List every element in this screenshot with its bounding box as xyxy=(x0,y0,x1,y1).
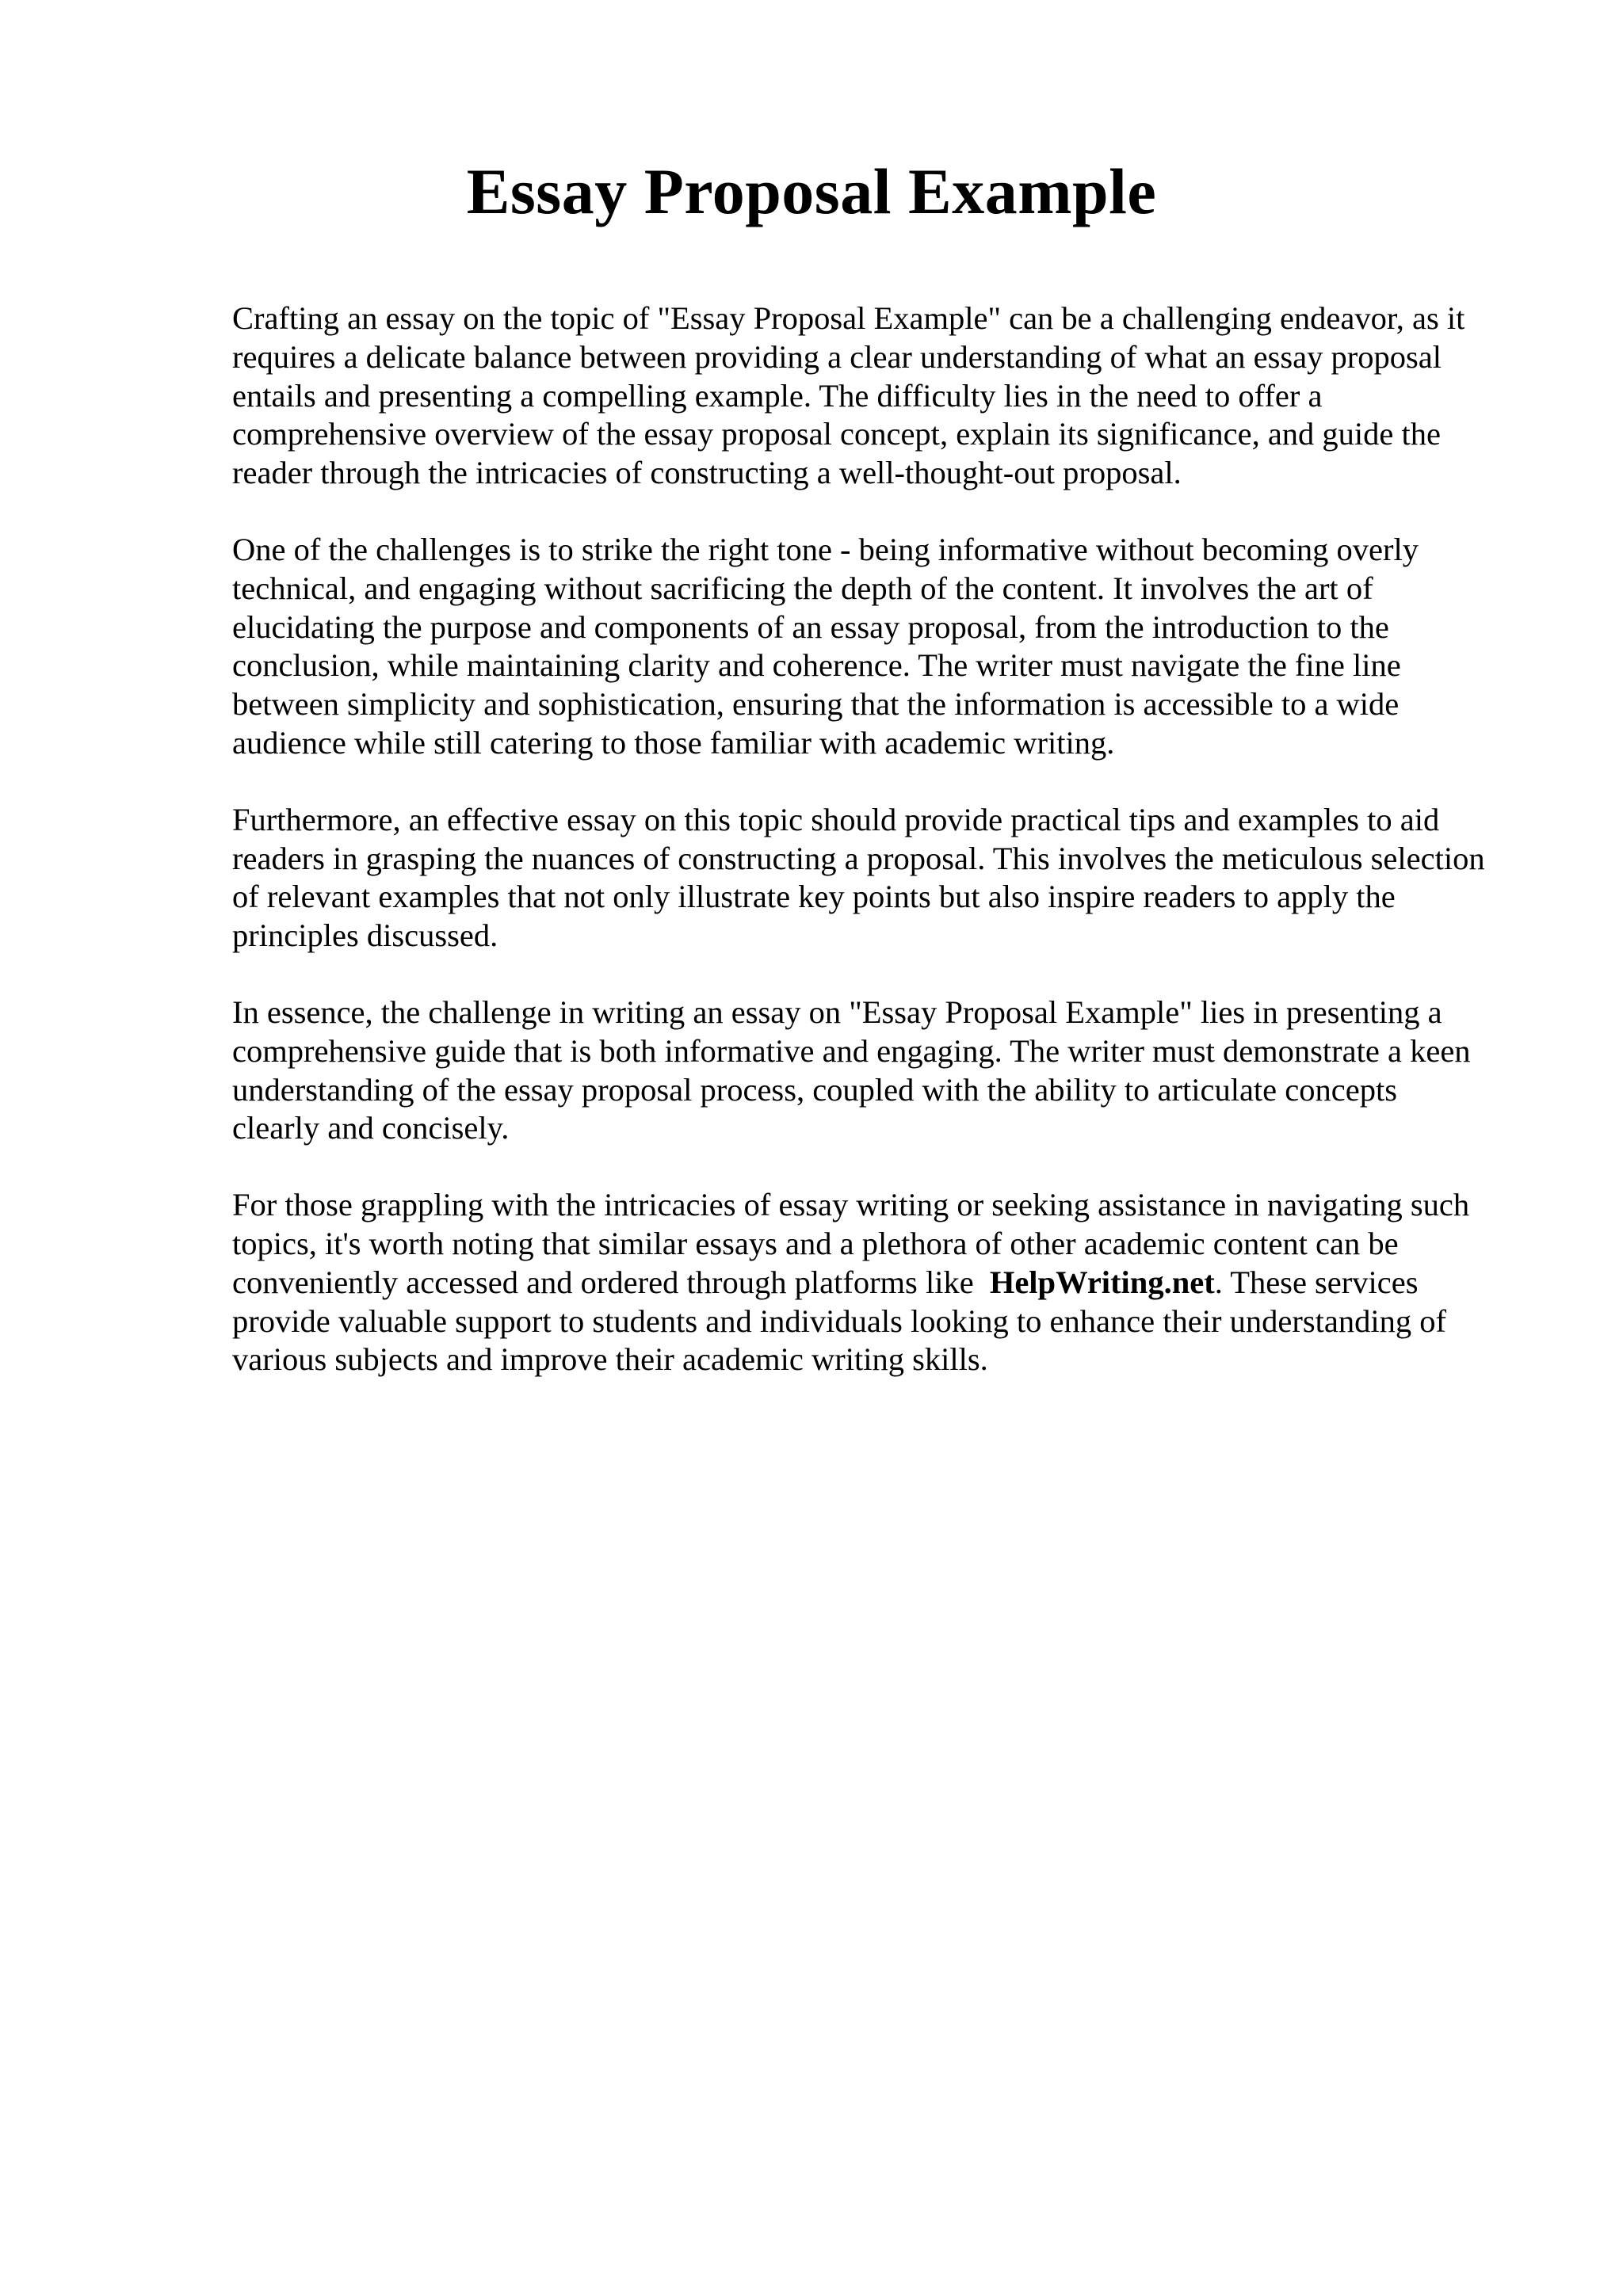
text-line: requires a delicate balance between providing a clear understanding of what an essay proposal xyxy=(232,338,1442,375)
text-line: reader through the intricacies of constructing a well-thought-out proposal. xyxy=(232,455,1182,491)
text-line: entails and presenting a compelling example. The difficulty lies in the need to offer a xyxy=(232,377,1323,414)
text-line: of relevant examples that not only illustrate key points but also inspire readers to apply the xyxy=(232,879,1396,915)
text-line: between simplicity and sophistication, ensuring that the information is accessible to a wide xyxy=(232,686,1400,723)
text-line: For those grappling with the intricacies of essay writing or seeking assistance in navigating such xyxy=(232,1187,1470,1223)
text-line: clearly and concisely. xyxy=(232,1110,510,1146)
text-line: Furthermore, an effective essay on this topic should provide practical tips and examples to aid xyxy=(232,801,1440,837)
text-line: One of the challenges is to strike the right tone - being informative without becoming overly xyxy=(232,531,1419,567)
text-line: understanding of the essay proposal process, coupled with the ability to articulate concepts xyxy=(232,1071,1397,1108)
paragraph-5 xyxy=(232,1186,1540,1379)
page-title: Essay Proposal Example xyxy=(466,155,1157,227)
document-body xyxy=(232,299,1540,1417)
paragraph-2 xyxy=(232,531,1540,763)
text-line: principles discussed. xyxy=(232,917,498,954)
text-line: readers in grasping the nuances of constructing a proposal. This involves the meticulous selection xyxy=(232,840,1485,876)
text-line: comprehensive overview of the essay proposal concept, explain its significance, and guide the xyxy=(232,416,1441,452)
text-line: elucidating the purpose and components of an essay proposal, from the introduction to the xyxy=(232,608,1389,645)
paragraph-1 xyxy=(232,299,1540,493)
text-segment: conveniently accessed and ordered through platforms like xyxy=(232,1264,982,1300)
text-line: Crafting an essay on the topic of "Essay Proposal Example" can be a challenging endeavor, as it xyxy=(232,300,1465,336)
text-line: comprehensive guide that is both informative and engaging. The writer must demonstrate a keen xyxy=(232,1032,1471,1069)
text-line: technical, and engaging without sacrificing the depth of the content. It involves the art of xyxy=(232,570,1373,606)
paragraph-4 xyxy=(232,994,1540,1148)
text-line: various subjects and improve their academic writing skills. xyxy=(232,1341,988,1378)
text-line: In essence, the challenge in writing an essay on "Essay Proposal Example" lies in presenting a xyxy=(232,994,1442,1030)
helpwriting-link[interactable]: HelpWriting.net xyxy=(989,1264,1215,1300)
paragraph-3 xyxy=(232,801,1540,955)
text-segment: . These services xyxy=(1214,1264,1419,1300)
text-line: audience while still catering to those familiar with academic writing. xyxy=(232,724,1115,761)
text-line-with-link xyxy=(232,1264,1540,1302)
text-line: provide valuable support to students and individuals looking to enhance their understanding of xyxy=(232,1302,1446,1339)
text-line: conclusion, while maintaining clarity and coherence. The writer must navigate the fine line xyxy=(232,647,1401,684)
text-line: topics, it's worth noting that similar essays and a plethora of other academic content can be xyxy=(232,1225,1399,1261)
